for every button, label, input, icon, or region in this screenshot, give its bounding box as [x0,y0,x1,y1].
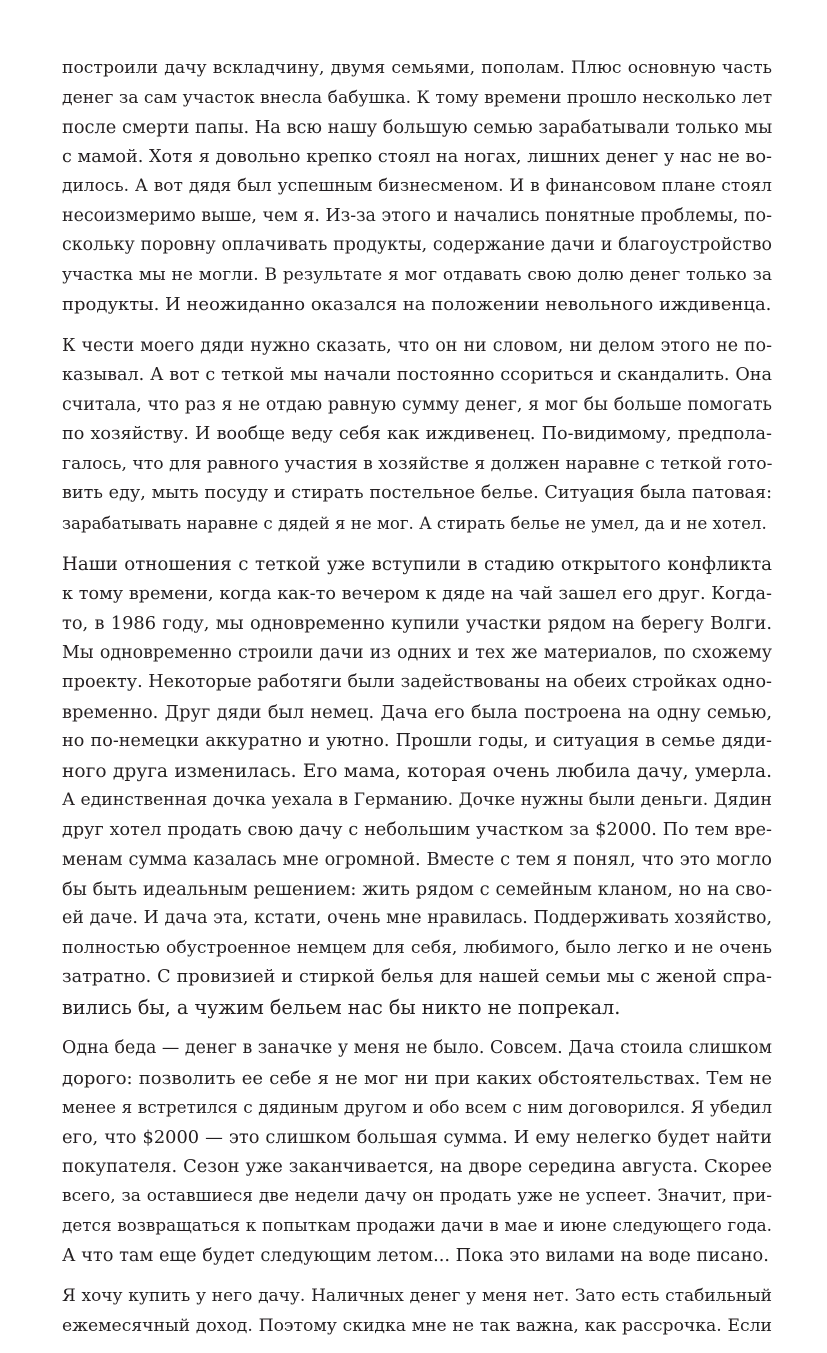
text-line: затратно. С провизией и стиркой белья для нашей семьи мы с женой спра- [62,967,772,987]
paragraph [62,54,772,320]
text-line: денег за сам участок внесла бабушка. К тому времени прошло несколько лет [62,87,772,108]
text-line: ежемесячный доход. Поэтому скидка мне не так важна, как рассрочка. Если [62,1315,772,1336]
text-line: участка мы не могли. В результате я мог отдавать свою долю денег только за [62,264,772,285]
text-line: зарабатывать наравне с дядей я не мог. А стирать белье не умел, да и не хотел. [62,513,767,533]
text-line: галось, что для равного участия в хозяйстве я должен наравне с теткой гото- [62,453,772,474]
paragraph [62,332,772,539]
text-line: его, что $2000 — это слишком большая сумма. И ему нелегко будет найти [62,1126,772,1148]
book-page [62,54,772,1353]
text-line: проекту. Некоторые работяги были задействованы на обеих стройках одно- [62,672,772,692]
paragraph [62,550,772,1022]
text-line: менее я встретился с дядиным другом и обо всем с ним договорился. Я убедил [62,1097,772,1117]
text-line: считала, что раз я не отдаю равную сумму денег, я мог бы больше помогать [62,394,772,415]
text-line: несоизмеримо выше, чем я. Из-за этого и начались понятные проблемы, по- [62,205,772,226]
text-line: Одна беда — денег в заначке у меня не было. Совсем. Дача стоила слишком [62,1038,772,1058]
paragraph [62,1282,772,1341]
text-line: ей даче. И дача эта, кстати, очень мне нравилась. Поддерживать хозяйство, [62,908,772,928]
text-line: продукты. И неожиданно оказался на положении невольного иждивенца. [62,294,772,315]
text-line: к тому времени, когда как-то вечером к дяде на чай зашел его друг. Когда- [62,583,772,604]
text-line: Я хочу купить у него дачу. Наличных денег у меня нет. Зато есть стабильный [62,1286,772,1306]
text-line: казывал. А вот с теткой мы начали постоянно ссориться и скандалить. Она [62,365,772,385]
text-line: друг хотел продать свою дачу с небольшим участком за $2000. По тем вре- [62,819,772,840]
text-line: К чести моего дяди нужно сказать, что он ни словом, ни делом этого не по- [62,335,772,356]
text-line: ного друга изменилась. Его мама, которая очень любила дачу, умерла. [62,760,772,782]
text-line: с мамой. Хотя я довольно крепко стоял на ногах, лишних денег у нас не во- [62,146,772,167]
paragraph [62,1034,772,1270]
text-line: после смерти папы. На всю нашу большую семью зарабатывали только мы [62,117,772,138]
text-line: полностью обустроенное немцем для себя, любимого, было легко и не очень [62,937,772,958]
text-line: по хозяйству. И вообще веду себя как иждивенец. По-видимому, предпола- [62,424,772,444]
text-line: всего, за оставшиеся две недели дачу он продать уже не успеет. Значит, при- [62,1185,772,1206]
text-line: дорого: позволить ее себе я не мог ни при каких обстоятельствах. Тем не [62,1067,772,1089]
text-line: временно. Друг дяди был немец. Дача его была построена на одну семью, [62,701,772,723]
text-line: дется возвращаться к попыткам продажи дачи в мае и июне следующего года. [62,1215,772,1235]
text-line: менам сумма казалась мне огромной. Вместе с тем я понял, что это могло [62,849,772,870]
text-line: построили дачу вскладчину, двумя семьями, пополам. Плюс основную часть [62,58,772,78]
text-line: бы быть идеальным решением: жить рядом с семейным кланом, но на сво- [62,878,772,900]
text-line: А что там еще будет следующим летом... Пока это вилами на воде писано. [62,1244,769,1266]
text-line: покупателя. Сезон уже заканчивается, на дворе середина августа. Скорее [62,1156,772,1177]
text-line: вить еду, мыть посуду и стирать постельное белье. Ситуация была патовая: [62,483,772,503]
text-line: А единственная дочка уехала в Германию. Дочке нужны были деньги. Дядин [62,790,772,810]
text-line: но по-немецки аккуратно и уютно. Прошли годы, и ситуация в семье дяди- [62,731,772,751]
text-line: Наши отношения с теткой уже вступили в стадию открытого конфликта [62,554,772,575]
text-line: дилось. А вот дядя был успешным бизнесменом. И в финансовом плане стоял [62,176,772,196]
text-line: вились бы, а чужим бельем нас бы никто не попрекал. [62,995,621,1019]
text-line: то, в 1986 году, мы одновременно купили участки рядом на берегу Волги. [62,613,772,634]
text-line: Мы одновременно строили дачи из одних и тех же материалов, по схожему [62,642,772,663]
text-line: скольку поровну оплачивать продукты, содержание дачи и благоустройство [62,235,772,255]
